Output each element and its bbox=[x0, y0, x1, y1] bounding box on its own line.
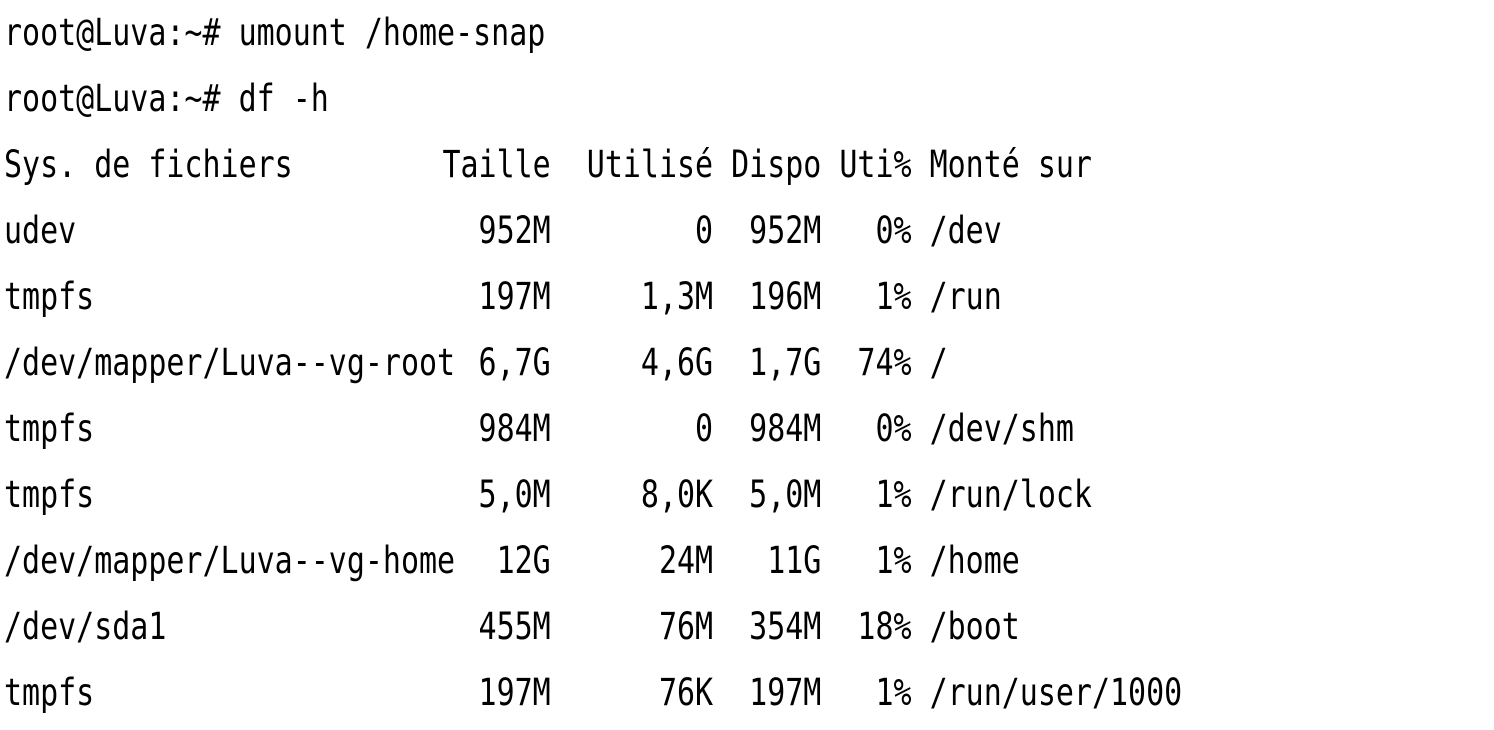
mount-point-cell: /run bbox=[929, 275, 1002, 318]
size-cell: 6,7G bbox=[478, 341, 551, 384]
df-table-row bbox=[4, 660, 1211, 726]
size-cell: 5,0M bbox=[478, 473, 551, 516]
avail-cell: 984M bbox=[749, 407, 822, 450]
filesystem-cell: /dev/mapper/Luva--vg-root bbox=[4, 341, 456, 384]
used-cell: 76K bbox=[658, 671, 714, 714]
header-size: Taille bbox=[442, 143, 551, 186]
used-cell: 1,3M bbox=[640, 275, 714, 318]
use-percent-cell: 18% bbox=[857, 605, 912, 648]
use-percent-cell: 1% bbox=[875, 473, 912, 516]
mount-point-cell: /run/user/1000 bbox=[929, 671, 1183, 714]
mount-point-cell: /dev bbox=[929, 209, 1002, 252]
avail-cell: 952M bbox=[749, 209, 822, 252]
filesystem-cell: /dev/sda1 bbox=[4, 605, 167, 648]
df-header-row bbox=[4, 132, 1211, 198]
df-table-row bbox=[4, 264, 1211, 330]
df-table-row bbox=[4, 330, 1211, 396]
use-percent-cell: 1% bbox=[875, 671, 912, 714]
size-cell: 197M bbox=[478, 671, 551, 714]
df-table-row bbox=[4, 396, 1211, 462]
mount-point-cell: /run/lock bbox=[929, 473, 1092, 516]
use-percent-cell: 74% bbox=[857, 341, 912, 384]
size-cell: 984M bbox=[478, 407, 551, 450]
used-cell: 0 bbox=[695, 209, 714, 252]
header-mount: Monté sur bbox=[929, 143, 1092, 186]
used-cell: 76M bbox=[658, 605, 714, 648]
filesystem-cell: tmpfs bbox=[4, 671, 95, 714]
used-cell: 8,0K bbox=[640, 473, 714, 516]
avail-cell: 5,0M bbox=[749, 473, 822, 516]
size-cell: 952M bbox=[478, 209, 551, 252]
filesystem-cell: tmpfs bbox=[4, 275, 95, 318]
mount-point-cell: / bbox=[929, 341, 948, 384]
use-percent-cell: 0% bbox=[875, 407, 912, 450]
df-table-row bbox=[4, 198, 1211, 264]
mount-point-cell: /boot bbox=[929, 605, 1020, 648]
use-percent-cell: 1% bbox=[875, 539, 912, 582]
command-text: df -h bbox=[238, 77, 329, 120]
use-percent-cell: 1% bbox=[875, 275, 912, 318]
avail-cell: 197M bbox=[749, 671, 822, 714]
df-table-row bbox=[4, 594, 1211, 660]
used-cell: 24M bbox=[658, 539, 714, 582]
filesystem-cell: /dev/mapper/Luva--vg-home bbox=[4, 539, 456, 582]
header-used: Utilisé bbox=[586, 143, 714, 186]
header-avail: Dispo bbox=[731, 143, 822, 186]
filesystem-cell: tmpfs bbox=[4, 407, 95, 450]
filesystem-cell: udev bbox=[4, 209, 77, 252]
header-filesystem: Sys. de fichiers bbox=[4, 143, 293, 186]
size-cell: 197M bbox=[478, 275, 551, 318]
mount-point-cell: /home bbox=[929, 539, 1020, 582]
used-cell: 0 bbox=[695, 407, 714, 450]
avail-cell: 354M bbox=[749, 605, 822, 648]
size-cell: 455M bbox=[478, 605, 551, 648]
mount-point-cell: /dev/shm bbox=[929, 407, 1074, 450]
command-text: umount /home-snap bbox=[238, 11, 546, 54]
df-table-row bbox=[4, 462, 1211, 528]
used-cell: 4,6G bbox=[640, 341, 714, 384]
prompt: root@Luva:~# bbox=[4, 11, 221, 54]
command-line-umount bbox=[4, 0, 1211, 66]
avail-cell: 196M bbox=[749, 275, 822, 318]
avail-cell: 11G bbox=[767, 539, 822, 582]
df-table-row bbox=[4, 528, 1211, 594]
size-cell: 12G bbox=[496, 539, 551, 582]
use-percent-cell: 0% bbox=[875, 209, 912, 252]
command-line-df bbox=[4, 66, 1211, 132]
prompt: root@Luva:~# bbox=[4, 77, 221, 120]
avail-cell: 1,7G bbox=[749, 341, 822, 384]
header-pct: Uti% bbox=[839, 143, 912, 186]
filesystem-cell: tmpfs bbox=[4, 473, 95, 516]
